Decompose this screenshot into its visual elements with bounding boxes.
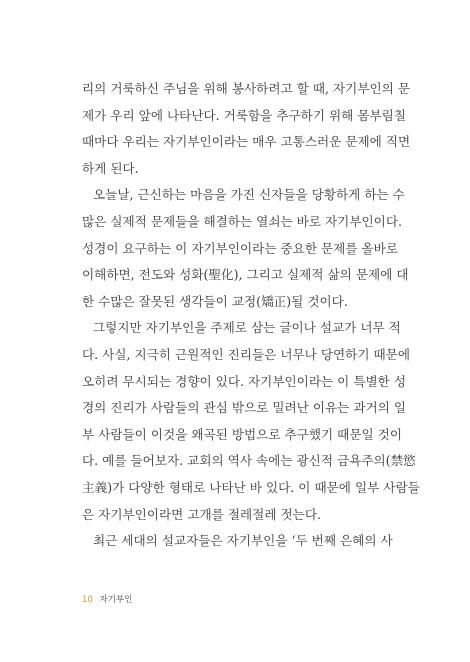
running-title: 자기부인	[99, 595, 133, 605]
text-line: 제가 우리 앞에 나타난다. 거룩함을 추구하기 위해 몸부림칠	[82, 107, 406, 123]
text-line: 리의 거룩하신 주님을 위해 봉사하려고 할 때, 자기부인의 문	[82, 81, 411, 96]
text-line: 부 사람들이 이것을 왜곡된 방법으로 추구했기 때문일 것이	[82, 426, 402, 442]
text-line: 하게 된다.	[82, 160, 139, 176]
page-footer	[82, 593, 132, 605]
text-line: 많은 실제적 문제들을 해결하는 열쇠는 바로 자기부인이다.	[82, 213, 402, 229]
text-line: 은 자기부인이라면 고개를 절레절레 젓는다.	[82, 506, 321, 522]
text-line: 경의 진리가 사람들의 관심 밖으로 밀려난 이유는 과거의 일	[82, 400, 406, 416]
text-line: 성경이 요구하는 이 자기부인이라는 중요한 문제를 올바로	[82, 240, 398, 256]
body-text	[82, 76, 420, 555]
text-line: 오히려 무시되는 경향이 있다. 자기부인이라는 이 특별한 성	[82, 373, 406, 389]
text-line: 한 수많은 잘못된 생각들이 교정(矯正)될 것이다.	[82, 293, 348, 309]
text-line: 主義)가 다양한 형태로 나타난 바 있다. 이 때문에 일부 사람들	[82, 479, 420, 495]
text-line: 오늘날, 근신하는 마음을 가진 신자들을 당황하게 하는 수	[93, 187, 405, 203]
text-line: 다. 예를 들어보자. 교회의 역사 속에는 광신적 금욕주의(禁慾	[82, 453, 416, 469]
text-line: 때마다 우리는 자기부인이라는 매우 고통스러운 문제에 직면	[82, 134, 411, 150]
page-number: 10	[82, 595, 93, 605]
text-line: 최근 세대의 설교자들은 자기부인을 ‘두 번째 은혜의 사	[93, 533, 393, 549]
text-line: 다. 사실, 지극히 근원적인 진리들은 너무나 당연하기 때문에	[82, 346, 411, 362]
text-line: 이해하면, 전도와 성화(聖化), 그리고 실제적 삶의 문제에 대	[82, 267, 409, 283]
text-line: 그렇지만 자기부인을 주제로 삼는 글이나 설교가 너무 적	[93, 320, 401, 336]
